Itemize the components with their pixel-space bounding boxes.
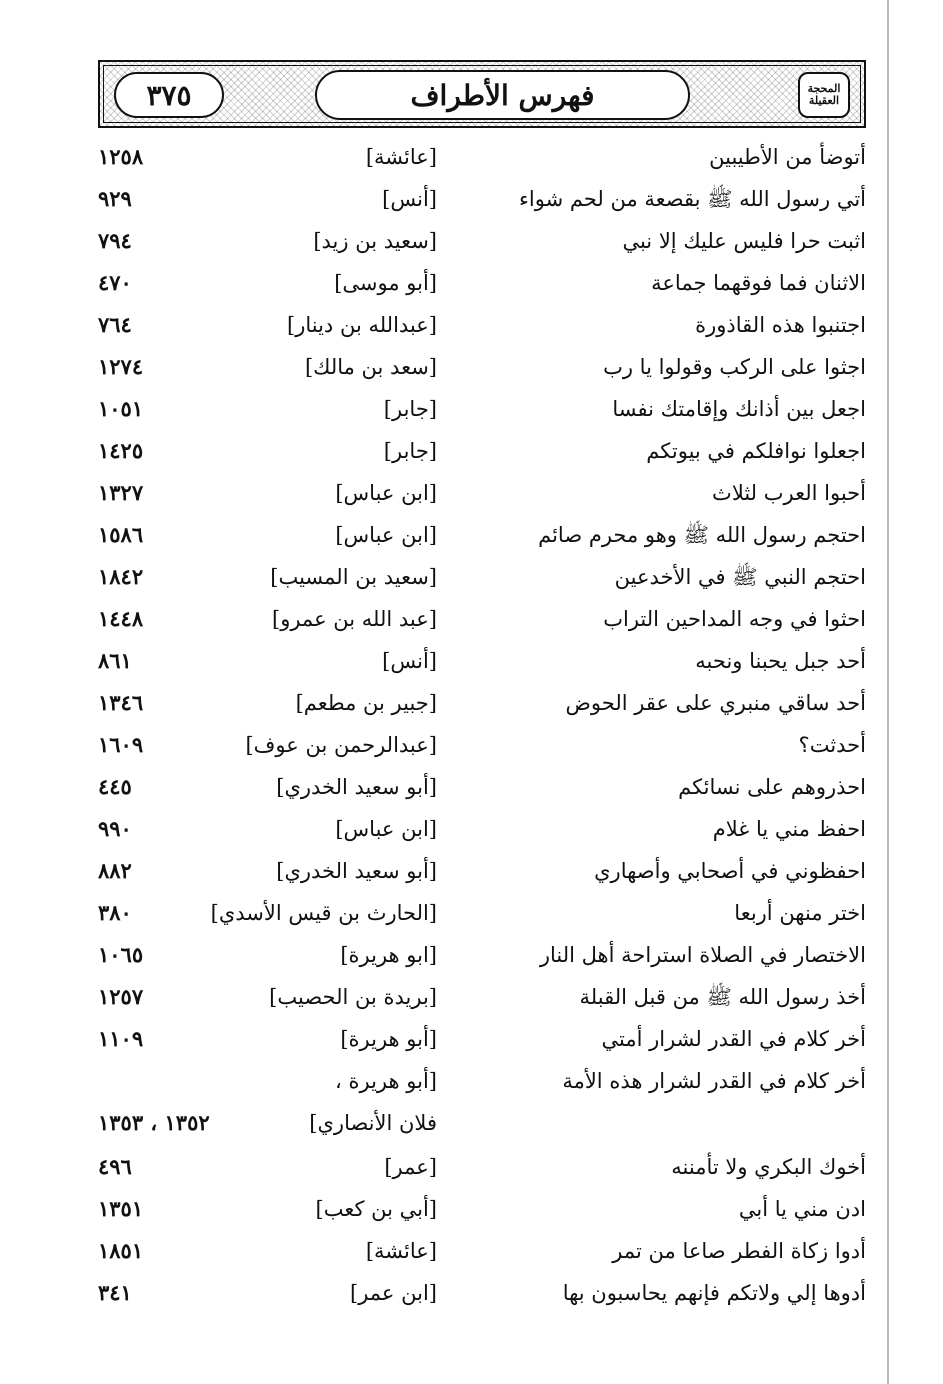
hadith-number: ٤٩٦ (98, 1154, 132, 1179)
hadith-number: ١٤٤٨ (98, 606, 144, 631)
hadith-text: اختر منهن أربعا (734, 901, 866, 925)
hadith-text: أخر كلام في القدر لشرار أمتي (601, 1027, 866, 1051)
index-row (0, 266, 943, 308)
hadith-text: اجتنبوا هذه القاذورة (695, 313, 866, 337)
hadith-number: ١٢٧٤ (98, 354, 144, 379)
hadith-text: الاثنان فما فوقهما جماعة (651, 271, 866, 295)
narrator: [أنس] (382, 187, 437, 211)
hadith-text: احثوا في وجه المداحين التراب (603, 607, 866, 631)
index-row (0, 1192, 943, 1234)
hadith-text: اجعلوا نوافلكم في بيوتكم (646, 439, 866, 463)
index-row (0, 1276, 943, 1318)
index-row (0, 644, 943, 686)
narrator: [سعيد بن زيد] (313, 229, 437, 253)
page-title: فهرس الأطراف (410, 78, 595, 112)
index-row (0, 938, 943, 980)
index-row (0, 1150, 943, 1192)
hadith-text: ادن مني يا أبي (738, 1197, 866, 1221)
hadith-number: ١٠٦٥ (98, 942, 144, 967)
index-row (0, 140, 943, 182)
hadith-text: أخر كلام في القدر لشرار هذه الأمة (562, 1069, 866, 1093)
narrator: [أنس] (382, 649, 437, 673)
hadith-text: الاختصار في الصلاة استراحة أهل النار (539, 943, 866, 967)
hadith-text: أتي رسول الله ﷺ بقصعة من لحم شواء (519, 187, 866, 211)
page-number: ٣٧٥ (146, 78, 192, 112)
narrator: [ابن عباس] (335, 817, 437, 841)
hadith-number: ٤٧٠ (98, 270, 132, 295)
hadith-text: أخوك البكري ولا تأمننه (671, 1155, 866, 1179)
index-row (0, 1022, 943, 1064)
narrator: [عائشة] (365, 145, 437, 169)
index-row (0, 350, 943, 392)
hadith-number: ٤٤٥ (98, 774, 132, 799)
hadith-text: اجعل بين أذانك وإقامتك نفسا (612, 397, 866, 421)
narrator: [عبدالله بن دينار] (287, 313, 437, 337)
hadith-number: ١٦٠٩ (98, 732, 144, 757)
index-row (0, 182, 943, 224)
narrator: [سعيد بن المسيب] (270, 565, 437, 589)
hadith-text: أخذ رسول الله ﷺ من قبل القبلة (579, 985, 866, 1009)
hadith-text: أتوضأ من الأطيبين (709, 145, 866, 169)
hadith-text: احتجم رسول الله ﷺ وهو محرم صائم (538, 523, 866, 547)
hadith-number: ٣٨٠ (98, 900, 132, 925)
index-row (0, 602, 943, 644)
hadith-number: ١١٠٩ (98, 1026, 144, 1051)
hadith-number: ١٨٤٢ (98, 564, 144, 589)
page-title-frame (315, 70, 690, 120)
hadith-number: ٣٤١ (98, 1280, 132, 1305)
narrator: [عائشة] (365, 1239, 437, 1263)
hadith-number: ٨٦١ (98, 648, 132, 673)
narrator: [عبدالرحمن بن عوف] (245, 733, 437, 757)
narrator: [سعد بن مالك] (304, 355, 437, 379)
hadith-number: ١٢٥٧ (98, 984, 144, 1009)
hadith-number: ١٣٥١ (98, 1196, 144, 1221)
hadith-text: أحد جبل يحبنا ونحبه (695, 649, 866, 673)
narrator: [أبو هريرة ، (335, 1069, 437, 1093)
hadith-number: ١٥٨٦ (98, 522, 144, 547)
narrator: [جبير بن مطعم] (295, 691, 437, 715)
hadith-number: ٧٩٤ (98, 228, 132, 253)
index-row (0, 392, 943, 434)
hadith-number: ٩٢٩ (98, 186, 132, 211)
hadith-number: ١٠٥١ (98, 396, 144, 421)
narrator: [أبو سعيد الخدري] (276, 775, 437, 799)
hadith-text: أحد ساقي منبري على عقر الحوض (565, 691, 866, 715)
hadith-number: ١٢٥٨ (98, 144, 144, 169)
narrator: [أبو سعيد الخدري] (276, 859, 437, 883)
page-header (98, 60, 866, 128)
narrator: [بريدة بن الحصيب] (269, 985, 437, 1009)
index-row (0, 686, 943, 728)
hadith-text: اثبت حرا فليس عليك إلا نبي (622, 229, 866, 253)
hadith-number: ١٨٥١ (98, 1238, 144, 1263)
hadith-text: احذروهم على نسائكم (678, 775, 866, 799)
index-row (0, 560, 943, 602)
index-row (0, 434, 943, 476)
hadith-number: ٧٦٤ (98, 312, 132, 337)
hadith-text: احفظ مني يا غلام (712, 817, 866, 841)
narrator: [ابن عباس] (335, 523, 437, 547)
index-row (0, 518, 943, 560)
hadith-text: احفظوني في أصحابي وأصهاري (594, 859, 866, 883)
index-row (0, 1234, 943, 1276)
index-row (0, 728, 943, 770)
hadith-number: ١٣٥٢ ، ١٣٥٣ (98, 1110, 210, 1135)
index-row (0, 896, 943, 938)
page-number-frame (114, 72, 224, 118)
hadith-text: أحدثت؟ (798, 733, 866, 757)
index-row (0, 1064, 943, 1106)
index-row (0, 308, 943, 350)
narrator: [ابو هريرة] (340, 943, 437, 967)
hadith-number: ١٤٢٥ (98, 438, 144, 463)
index-row (0, 224, 943, 266)
publisher-ornament: المحجة العقيلة (798, 72, 850, 118)
narrator: [أبو موسى] (334, 271, 437, 295)
index-row (0, 476, 943, 518)
hadith-text: اجثوا على الركب وقولوا يا رب (603, 355, 866, 379)
narrator: [جابر] (383, 397, 437, 421)
narrator: [أبو هريرة] (340, 1027, 437, 1051)
narrator: فلان الأنصاري] (309, 1111, 437, 1135)
narrator: [عمر] (384, 1155, 437, 1179)
hadith-text: أحبوا العرب لثلاث (712, 481, 866, 505)
hadith-text: احتجم النبي ﷺ في الأخدعين (614, 565, 866, 589)
narrator: [ابن عباس] (335, 481, 437, 505)
hadith-number: ١٣٤٦ (98, 690, 144, 715)
index-row (0, 770, 943, 812)
index-row (0, 1106, 943, 1148)
narrator: [ابن عمر] (350, 1281, 437, 1305)
hadith-number: ١٣٢٧ (98, 480, 144, 505)
hadith-text: أدوا زكاة الفطر صاعا من تمر (612, 1239, 866, 1263)
hadith-text: أدوها إلي ولاتكم فإنهم يحاسبون بها (562, 1281, 866, 1305)
hadith-number: ٩٩٠ (98, 816, 132, 841)
index-row (0, 812, 943, 854)
narrator: [الحارث بن قيس الأسدي] (210, 901, 437, 925)
narrator: [عبد الله بن عمرو] (272, 607, 437, 631)
index-row (0, 980, 943, 1022)
narrator: [جابر] (383, 439, 437, 463)
index-row (0, 854, 943, 896)
narrator: [أبي بن كعب] (315, 1197, 437, 1221)
hadith-number: ٨٨٢ (98, 858, 132, 883)
